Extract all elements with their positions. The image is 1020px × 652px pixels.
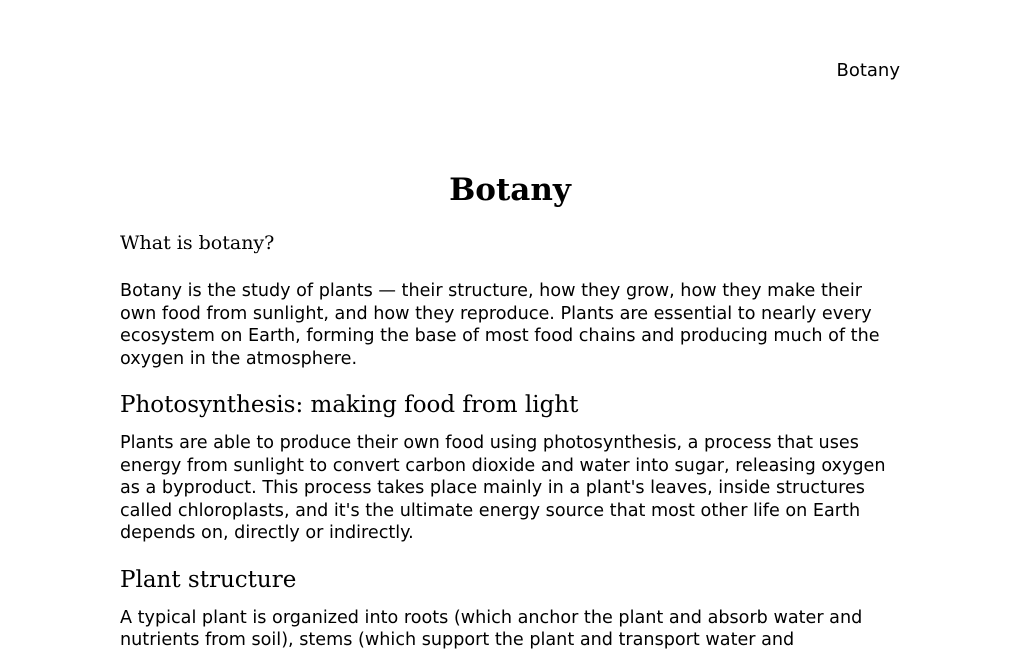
section-body-plant-structure: A typical plant is organized into roots (which anchor the plant and absorb water and nutrients from soil), stems (which support the plant and transport water and: [120, 607, 863, 650]
section-heading-plant-structure: Plant structure: [120, 566, 297, 593]
section-heading-photosynthesis: Photosynthesis: making food from light: [120, 392, 579, 418]
intro-paragraph: Botany is the study of plants — their structure, how they grow, how they make their own food from sunlight, and how they reproduce. Plants are essential to nearly every ecosystem on Earth, forming the base of most food chains and producing much of the oxygen in the atmosphere.: [120, 281, 880, 369]
running-header: Botany: [836, 60, 900, 81]
page-title: Botany: [449, 172, 571, 208]
page-subtitle: What is botany?: [120, 232, 275, 254]
document-body: [120, 170, 900, 652]
section-body-photosynthesis: Plants are able to produce their own food using photosynthesis, a process that uses energy from sunlight to convert carbon dioxide and water into sugar, releasing oxygen as a byproduct. This process takes place mainly in a plant's leaves, inside structures called chloroplasts, and it's the ultimate energy source that most other life on Earth depends on, directly or indirectly.: [120, 433, 886, 543]
